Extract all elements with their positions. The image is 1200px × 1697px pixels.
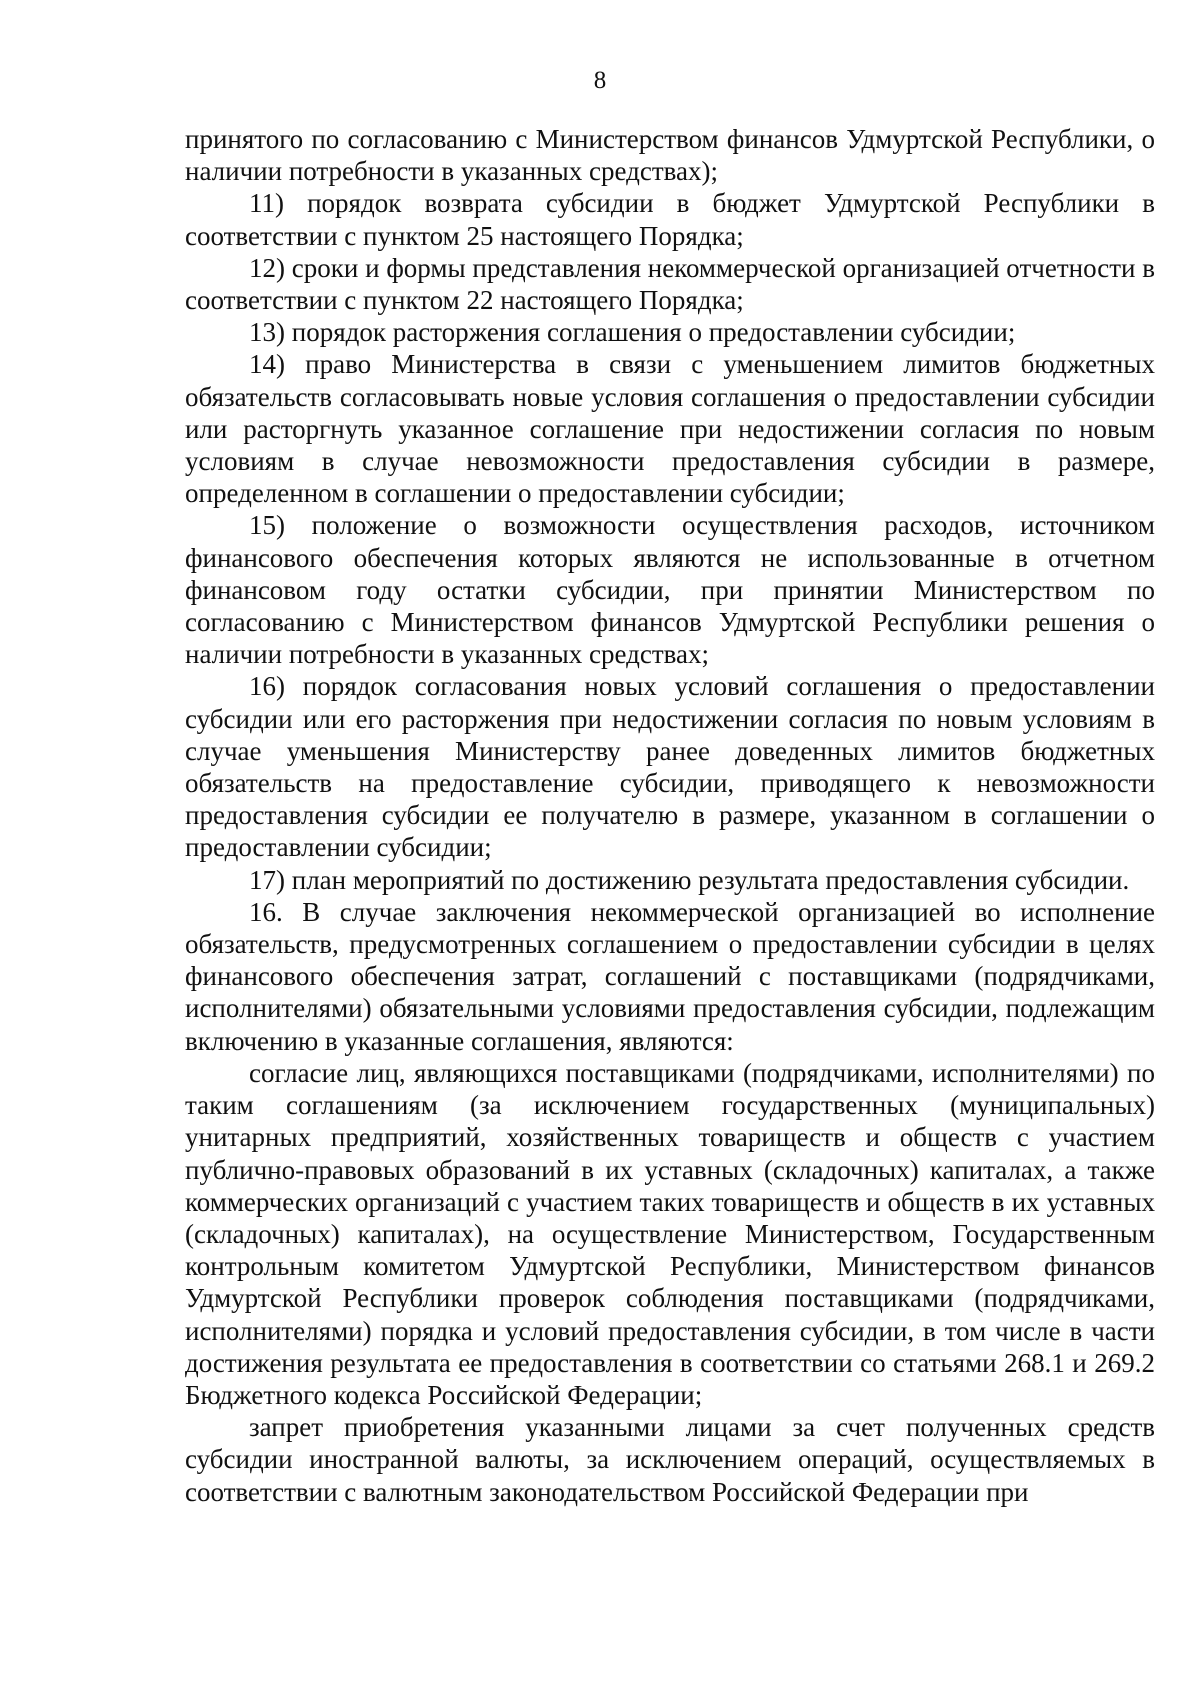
condition-currency-ban: запрет приобретения указанными лицами за счет полученных средств субсидии иностранной валюты, за исключением операций, осуществляемых в соответствии с валютным законодательством Российской Федерации при — [185, 1412, 1155, 1507]
list-item-15: 15) положение о возможности осуществления расходов, источником финансового обеспечения которых являются не использованные в отчетном финансовом году остатки субсидии, при принятии Министерством по согласованию с Министерством финансов Удмуртской Республики решения о наличии потребности в указанных средствах; — [185, 510, 1155, 670]
list-item-12: 12) сроки и формы представления некоммерческой организацией отчетности в соответствии с пунктом 22 настоящего Порядка; — [185, 252, 1155, 316]
list-item-16: 16) порядок согласования новых условий соглашения о предоставлении субсидии или его расторжения при недостижении согласия по новым условиям в случае уменьшения Министерству ранее доведенных лимитов бюджетных обязательств на предоставление субсидии, приводящего к невозможности предоставления субсидии ее получателю в размере, указанном в соглашении о предоставлении субсидии; — [185, 671, 1155, 863]
list-item-13: 13) порядок расторжения соглашения о предоставлении субсидии; — [249, 317, 1016, 348]
clause-16: 16. В случае заключения некоммерческой организацией во исполнение обязательств, предусмотренных соглашением о предоставлении субсидии в целях финансового обеспечения затрат, соглашений с поставщиками (подрядчиками, исполнителями) обязательными условиями предоставления субсидии, подлежащим включению в указанные соглашения, являются: — [185, 896, 1155, 1056]
list-item-11: 11) порядок возврата субсидии в бюджет Удмуртской Республики в соответствии с пунктом 25 настоящего Порядка; — [185, 188, 1155, 251]
list-item-17: 17) план мероприятий по достижению результата предоставления субсидии. — [249, 864, 1130, 895]
list-item-14: 14) право Министерства в связи с уменьшением лимитов бюджетных обязательств согласовывать новые условия соглашения о предоставлении субсидии или расторгнуть указанное соглашение при недостижении согласия по новым условиям в случае невозможности предоставления субсидии в размере, определенном в соглашении о предоставлении субсидии; — [185, 349, 1155, 509]
page-number: 8 — [593, 67, 607, 94]
paragraph-continuation: принятого по согласованию с Министерством финансов Удмуртской Республики, о наличии потребности в указанных средствах); — [185, 124, 1155, 187]
document-body — [185, 123, 1155, 1508]
condition-consent: согласие лиц, являющихся поставщиками (подрядчиками, исполнителями) по таким соглашениям (за исключением государственных (муниципальных) унитарных предприятий, хозяйственных товариществ и обществ с участием публично-правовых образований в их уставных (складочных) капиталах, а также коммерческих организаций с участием таких товариществ и обществ в их уставных (складочных) капиталах), на осуществление Министерством, Государственным контрольным комитетом Удмуртской Республики, Министерством финансов Удмуртской Республики проверок соблюдения поставщиками (подрядчиками, исполнителями) порядка и условий предоставления субсидии, в том числе в части достижения результата ее предоставления в соответствии со статьями 268.1 и 269.2 Бюджетного кодекса Российской Федерации; — [185, 1057, 1155, 1410]
